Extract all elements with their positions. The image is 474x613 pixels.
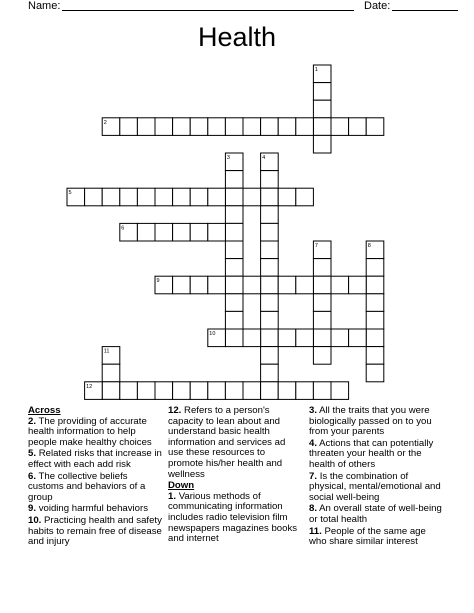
- grid-cell[interactable]: [190, 382, 208, 400]
- clue-down-3: 3. All the traits that you were biologically passed on to you from your parents: [309, 405, 432, 438]
- grid-cell[interactable]: [225, 259, 243, 277]
- grid-cell[interactable]: [261, 259, 279, 277]
- clue-across-5: 5. Related risks that increase in effect with each add risk: [28, 448, 162, 470]
- grid-cell[interactable]: [102, 399, 120, 400]
- grid-cell[interactable]: [208, 223, 226, 241]
- grid-cell[interactable]: [225, 188, 243, 206]
- grid-cell[interactable]: [225, 382, 243, 400]
- grid-cell[interactable]: [313, 276, 331, 294]
- grid-cell[interactable]: [173, 276, 191, 294]
- grid-cell[interactable]: [137, 223, 155, 241]
- across-heading: Across: [28, 405, 61, 416]
- grid-cell[interactable]: [190, 188, 208, 206]
- grid-cell[interactable]: [313, 329, 331, 347]
- clue-down-4: 4. Actions that can potentially threaten your health or the health of others: [309, 437, 434, 470]
- cell-number: 11: [103, 348, 110, 355]
- grid-cell[interactable]: [243, 329, 261, 347]
- grid-cell[interactable]: [190, 276, 208, 294]
- grid-cell[interactable]: [85, 188, 103, 206]
- cell-number: 6: [121, 225, 125, 232]
- grid-cell[interactable]: [278, 329, 296, 347]
- grid-cell[interactable]: [208, 276, 226, 294]
- grid-cell[interactable]: [366, 294, 384, 312]
- cell-number: 7: [314, 243, 318, 249]
- page-title: Health: [197, 22, 277, 52]
- grid-cell[interactable]: [366, 364, 384, 382]
- grid-cell[interactable]: [225, 171, 243, 189]
- grid-cell[interactable]: [261, 171, 279, 189]
- grid-cell[interactable]: [349, 329, 367, 347]
- grid-cell[interactable]: [225, 329, 243, 347]
- cell-number: 9: [156, 278, 160, 285]
- grid-cell[interactable]: [366, 118, 384, 136]
- grid-cell[interactable]: [137, 118, 155, 136]
- grid-cell[interactable]: [313, 100, 331, 118]
- grid-cell[interactable]: [313, 382, 331, 400]
- date-label: Date:: [364, 0, 391, 12]
- grid-cell[interactable]: [313, 259, 331, 277]
- grid-cell[interactable]: [331, 276, 349, 294]
- grid-cell[interactable]: [225, 206, 243, 224]
- grid-cell[interactable]: [261, 206, 279, 224]
- grid-cell[interactable]: [120, 118, 138, 136]
- grid-cell[interactable]: [296, 382, 314, 400]
- grid-cell[interactable]: [349, 118, 367, 136]
- grid-cell[interactable]: [278, 118, 296, 136]
- grid-cell[interactable]: [261, 311, 279, 329]
- cell-number: 5: [68, 190, 72, 197]
- grid-cell[interactable]: [173, 223, 191, 241]
- grid-cell[interactable]: [225, 311, 243, 329]
- clue-across-9: 9. voiding harmful behaviors: [28, 503, 149, 515]
- grid-cell[interactable]: [331, 118, 349, 136]
- clue-across-10: 10. Practicing health and safety habits to remain free of disease and injury: [28, 514, 162, 548]
- grid-cell[interactable]: [225, 241, 243, 259]
- clue-down-11: 11. People of the same age who share similar interest: [309, 525, 426, 548]
- grid-cell[interactable]: [261, 329, 279, 347]
- clues-middle-column: [168, 406, 302, 546]
- grid-cell[interactable]: [243, 118, 261, 136]
- grid-cell[interactable]: [225, 276, 243, 294]
- grid-cell[interactable]: [155, 188, 173, 206]
- grid-cell[interactable]: [296, 276, 314, 294]
- clue-down-1: 1. Various methods of communicating information includes radio television film newspapers magazines books and internet: [168, 490, 298, 545]
- grid-cell[interactable]: [296, 188, 314, 206]
- grid-cell[interactable]: [155, 118, 173, 136]
- grid-cell[interactable]: [225, 294, 243, 312]
- grid-cell[interactable]: [331, 329, 349, 347]
- grid-cell[interactable]: [313, 311, 331, 329]
- grid-cell[interactable]: [155, 382, 173, 400]
- cell-number: 12: [86, 383, 93, 390]
- clue-across-6: 6. The collective beliefs customs and behaviors of a group: [28, 470, 146, 503]
- clue-across-2: 2. The providing of accurate health information to help people make healthy choices: [28, 415, 152, 448]
- grid-cell[interactable]: [313, 135, 331, 153]
- name-label: Name:: [28, 0, 61, 12]
- clue-down-8: 8. An overall state of well-being or total health: [309, 503, 442, 525]
- grid-cell[interactable]: [208, 118, 226, 136]
- grid-cell[interactable]: [102, 364, 120, 382]
- grid-cell[interactable]: [296, 329, 314, 347]
- grid-cell[interactable]: [313, 294, 331, 312]
- cell-number: 3: [226, 155, 230, 161]
- grid-cell[interactable]: [208, 188, 226, 206]
- grid-cell[interactable]: [173, 188, 191, 206]
- grid-cell[interactable]: [278, 276, 296, 294]
- grid-cell[interactable]: [296, 118, 314, 136]
- grid-cell[interactable]: [208, 382, 226, 400]
- grid-cell[interactable]: [366, 311, 384, 329]
- grid-cell[interactable]: [261, 188, 279, 206]
- grid-cell[interactable]: [349, 276, 367, 294]
- grid-cell[interactable]: [313, 83, 331, 101]
- grid-cell[interactable]: [243, 188, 261, 206]
- clues-across-column: [28, 406, 162, 549]
- grid-cell[interactable]: [261, 223, 279, 241]
- grid-cell[interactable]: [261, 118, 279, 136]
- cell-number: 2: [103, 119, 107, 126]
- grid-cell[interactable]: [261, 347, 279, 365]
- grid-cell[interactable]: [366, 329, 384, 347]
- grid-cell[interactable]: [137, 188, 155, 206]
- cell-number: 10: [209, 331, 216, 337]
- grid-cell[interactable]: [331, 382, 349, 400]
- grid-cell[interactable]: [261, 364, 279, 382]
- cell-number: 1: [314, 67, 318, 73]
- clue-down-7: 7. Is the combination of physical, mental/emotional and social well-being: [309, 470, 441, 503]
- grid-cell[interactable]: [278, 382, 296, 400]
- grid-cell[interactable]: [190, 118, 208, 136]
- grid-cell[interactable]: [366, 347, 384, 365]
- grid-cell[interactable]: [102, 382, 120, 400]
- down-heading: Down: [168, 480, 195, 492]
- grid-cell[interactable]: [155, 223, 173, 241]
- grid-cell[interactable]: [225, 223, 243, 241]
- grid-cell[interactable]: [243, 276, 261, 294]
- clue-across-12: 12. Refers to a person's capacity to lean about and understand basic health information and services ad use these resources to promote his/her health and wellness: [168, 405, 286, 480]
- grid-cell[interactable]: [261, 294, 279, 312]
- grid-cell[interactable]: [120, 188, 138, 206]
- grid-cell[interactable]: [313, 118, 331, 136]
- grid-cell[interactable]: [261, 382, 279, 400]
- grid-cell[interactable]: [102, 188, 120, 206]
- grid-cell[interactable]: [225, 118, 243, 136]
- grid-cell[interactable]: [190, 223, 208, 241]
- grid-cell[interactable]: [278, 188, 296, 206]
- cell-number: 4: [262, 155, 266, 161]
- clues-down-column: [309, 406, 443, 549]
- grid-cell[interactable]: [366, 259, 384, 277]
- grid-cell[interactable]: [261, 276, 279, 294]
- grid-cell[interactable]: [173, 382, 191, 400]
- grid-cell[interactable]: [313, 347, 331, 365]
- grid-cell[interactable]: [137, 382, 155, 400]
- grid-cell[interactable]: [261, 241, 279, 259]
- grid-cell[interactable]: [366, 276, 384, 294]
- grid-cell[interactable]: [173, 118, 191, 136]
- cell-number: 8: [367, 243, 371, 249]
- grid-cell[interactable]: [120, 382, 138, 400]
- grid-cell[interactable]: [243, 382, 261, 400]
